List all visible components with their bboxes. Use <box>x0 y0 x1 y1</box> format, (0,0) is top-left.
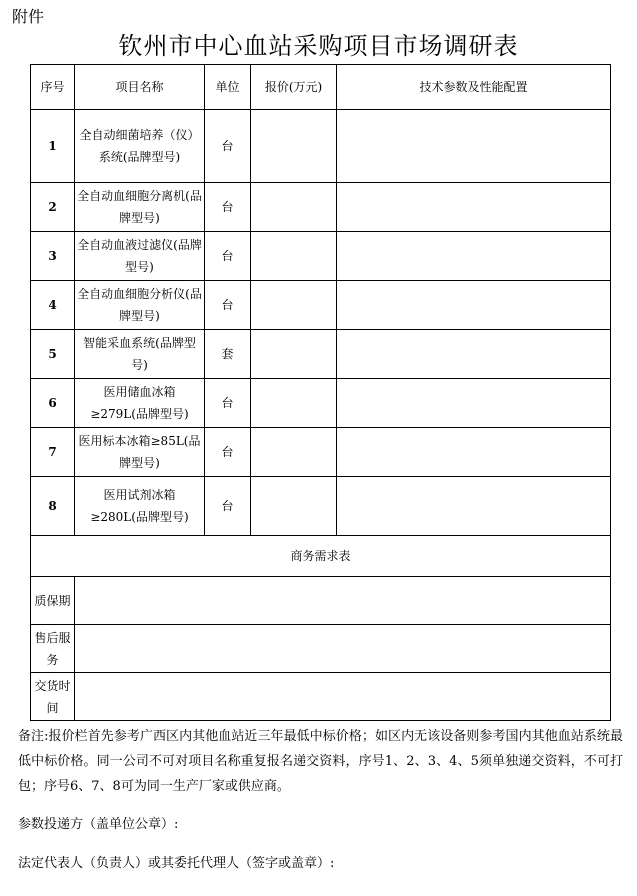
business-row <box>31 673 611 721</box>
attachment-label: 附件 <box>12 7 45 26</box>
row-seq: 5 <box>31 330 75 379</box>
representative-signature-line: 法定代表人（负责人）或其委托代理人（签字或盖章）: <box>18 856 335 871</box>
row-spec-cell[interactable] <box>337 379 611 428</box>
remarks-text: 备注:报价栏首先参考广西区内其他血站近三年最低中标价格；如区内无该设备则参考国内其他血站系统最低中标价格。同一公司不可对项目名称重复报名递交资料，序号1、2、3、4、5须单独递交资料，不可打包；序号6、7、8可为同一生产厂家或供应商。 <box>18 729 623 794</box>
row-unit: 台 <box>205 232 251 281</box>
survey-table <box>30 64 611 721</box>
table-row <box>31 428 611 477</box>
warranty-label: 质保期 <box>31 577 75 625</box>
row-price-cell[interactable] <box>251 281 337 330</box>
after-sales-cell[interactable] <box>75 625 611 673</box>
table-row <box>31 183 611 232</box>
header-seq: 序号 <box>31 65 75 110</box>
row-unit: 台 <box>205 110 251 183</box>
row-unit: 台 <box>205 183 251 232</box>
table-row <box>31 330 611 379</box>
row-spec-cell[interactable] <box>337 477 611 536</box>
row-item-name: 医用标本冰箱≥85L(品牌型号) <box>75 428 205 477</box>
row-seq: 3 <box>31 232 75 281</box>
row-price-cell[interactable] <box>251 232 337 281</box>
page-title: 钦州市中心血站采购项目市场调研表 <box>118 32 519 60</box>
table-header-row <box>31 65 611 110</box>
row-spec-cell[interactable] <box>337 110 611 183</box>
row-seq: 7 <box>31 428 75 477</box>
row-item-name: 医用储血冰箱≥279L(品牌型号) <box>75 379 205 428</box>
row-unit: 台 <box>205 281 251 330</box>
row-spec-cell[interactable] <box>337 281 611 330</box>
row-seq: 6 <box>31 379 75 428</box>
row-item-name: 全自动细菌培养（仪）系统(品牌型号) <box>75 110 205 183</box>
header-spec: 技术参数及性能配置 <box>337 65 611 110</box>
row-price-cell[interactable] <box>251 428 337 477</box>
header-unit: 单位 <box>205 65 251 110</box>
remarks <box>18 724 623 799</box>
delivery-time-label: 交货时间 <box>31 673 75 721</box>
row-seq: 8 <box>31 477 75 536</box>
row-spec-cell[interactable] <box>337 232 611 281</box>
row-spec-cell[interactable] <box>337 183 611 232</box>
row-unit: 套 <box>205 330 251 379</box>
row-item-name: 全自动血液过滤仪(品牌型号) <box>75 232 205 281</box>
row-unit: 台 <box>205 477 251 536</box>
business-row <box>31 625 611 673</box>
row-spec-cell[interactable] <box>337 428 611 477</box>
row-unit: 台 <box>205 428 251 477</box>
warranty-cell[interactable] <box>75 577 611 625</box>
business-row <box>31 577 611 625</box>
row-item-name: 智能采血系统(品牌型号) <box>75 330 205 379</box>
business-requirements-title: 商务需求表 <box>31 536 611 577</box>
header-price: 报价(万元) <box>251 65 337 110</box>
row-spec-cell[interactable] <box>337 330 611 379</box>
row-item-name: 全自动血细胞分析仪(品牌型号) <box>75 281 205 330</box>
row-item-name: 医用试剂冰箱≥280L(品牌型号) <box>75 477 205 536</box>
row-price-cell[interactable] <box>251 330 337 379</box>
row-price-cell[interactable] <box>251 110 337 183</box>
row-seq: 4 <box>31 281 75 330</box>
row-price-cell[interactable] <box>251 183 337 232</box>
row-price-cell[interactable] <box>251 379 337 428</box>
after-sales-label: 售后服务 <box>31 625 75 673</box>
table-row <box>31 110 611 183</box>
header-name: 项目名称 <box>75 65 205 110</box>
provider-signature-line: 参数投递方（盖单位公章）: <box>18 817 179 832</box>
business-title-row <box>31 536 611 577</box>
table-row <box>31 281 611 330</box>
row-seq: 2 <box>31 183 75 232</box>
row-seq: 1 <box>31 110 75 183</box>
row-item-name: 全自动血细胞分离机(品牌型号) <box>75 183 205 232</box>
row-price-cell[interactable] <box>251 477 337 536</box>
table-row <box>31 232 611 281</box>
delivery-time-cell[interactable] <box>75 673 611 721</box>
table-row <box>31 379 611 428</box>
table-row <box>31 477 611 536</box>
row-unit: 台 <box>205 379 251 428</box>
